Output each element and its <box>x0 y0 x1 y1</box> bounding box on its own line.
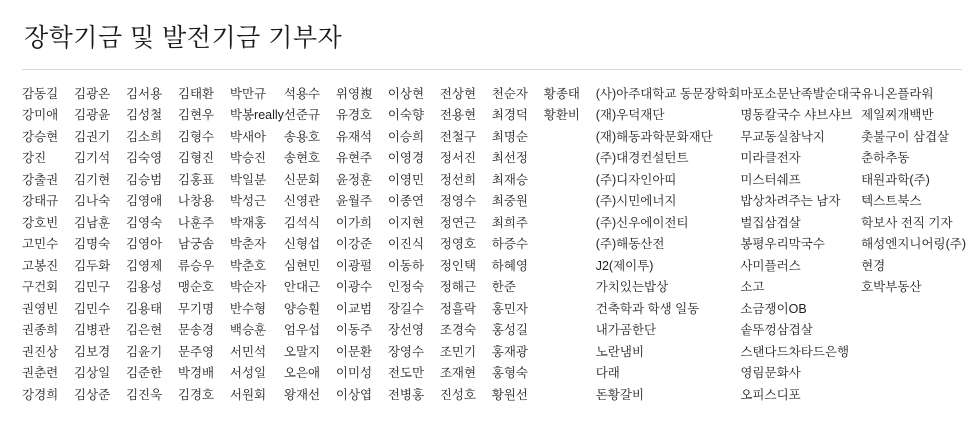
donor-name: 스탠다드차타드은행 <box>740 344 850 359</box>
donor-name: 김형진 <box>177 151 215 165</box>
donor-name: 신영관 <box>283 194 321 208</box>
donor-name: 오말지 <box>283 344 321 359</box>
donor-name: 박경배 <box>177 366 215 380</box>
donor-name: 솥뚜껑삼겹살 <box>740 323 813 337</box>
donor-grid <box>18 84 966 407</box>
donor-name: 김나숙 <box>73 194 111 208</box>
donor-column-4 <box>178 84 230 407</box>
donor-name: 강출권 <box>22 172 59 187</box>
donor-name: 정서진 <box>439 151 477 165</box>
donor-name: 전상현 <box>439 86 477 101</box>
donor-name: 김은현 <box>125 323 163 337</box>
donor-name: 김기석 <box>73 151 111 165</box>
donor-name: 이영민 <box>387 172 425 187</box>
donor-name: 돈황갈비 <box>595 387 645 402</box>
donor-name: 박일분 <box>229 172 267 187</box>
donor-name: 고민수 <box>22 237 59 251</box>
donor-name: 전용현 <box>439 108 477 122</box>
donor-name: 정영호 <box>439 237 477 251</box>
donor-name: 장영수 <box>387 344 425 359</box>
donor-name: 가치있는밥상 <box>595 280 669 294</box>
donor-name: 이숙향 <box>387 108 425 122</box>
donor-name: 호박부동산 <box>861 280 922 294</box>
donor-name: (재)해동과학문화재단 <box>595 129 713 144</box>
donor-name: 이교범 <box>335 301 373 316</box>
donor-name: 제일찌개백반 <box>861 108 934 122</box>
donor-column-8 <box>388 84 440 407</box>
donor-column-9 <box>440 84 492 407</box>
donor-name: (주)대경컨설턴트 <box>595 151 689 165</box>
donor-name: 정흘락 <box>439 301 477 316</box>
donor-name: 황원선 <box>491 387 529 402</box>
donor-name: 정인택 <box>439 258 477 273</box>
donor-name: 심현민 <box>283 258 321 273</box>
donor-column-13 <box>740 84 861 407</box>
donor-name: 무기명 <box>177 301 215 316</box>
donor-name: 김영아 <box>125 237 163 251</box>
donor-name: 김영애 <box>125 194 163 208</box>
donor-name: 김민수 <box>73 301 111 316</box>
donor-name: 남궁솜 <box>177 237 215 251</box>
donor-name: 나창용 <box>177 194 215 208</box>
donor-name: 이동하 <box>387 258 425 273</box>
donor-name: 학보사 전직 기자 <box>861 215 953 230</box>
donor-name: 위영複 <box>335 86 373 101</box>
donor-name: 마포소문난족발순대국 <box>740 86 862 101</box>
donor-name: 석용수 <box>283 86 321 101</box>
donor-name: 김영제 <box>125 258 163 273</box>
donor-name: 박춘호 <box>229 258 267 273</box>
donor-name: 김숙영 <box>125 151 163 165</box>
donor-name: 이광펄 <box>335 258 373 273</box>
donor-name: 내가곰한단 <box>595 323 657 337</box>
donor-name: 김두화 <box>73 258 111 273</box>
donor-name: 김승범 <box>125 172 163 187</box>
donor-name: 신형섭 <box>283 237 321 251</box>
donor-name: 박봉really <box>229 108 284 122</box>
donor-name: 이미성 <box>335 366 373 380</box>
donor-column-12 <box>596 84 741 407</box>
donor-name: 다래 <box>595 366 620 380</box>
donor-name: 정선희 <box>439 172 477 187</box>
donor-name: 전철구 <box>439 129 477 144</box>
donor-name: 박춘자 <box>229 237 267 251</box>
donor-name: 김영숙 <box>125 215 163 230</box>
donor-name: 춘하추동 <box>861 151 910 165</box>
donor-name: 조민기 <box>439 344 477 359</box>
donor-name: 윤정훈 <box>335 172 373 187</box>
donor-name: 맹순호 <box>177 280 215 294</box>
donor-name: 노란냄비 <box>595 344 645 359</box>
donor-name: 김보경 <box>73 344 111 359</box>
donor-name: 최선정 <box>491 151 529 165</box>
donor-name: 장선영 <box>387 323 425 337</box>
donor-name: 전병홍 <box>387 387 425 402</box>
donor-name: 김권기 <box>73 129 111 144</box>
donor-name: 진성호 <box>439 387 477 402</box>
donor-name: 강경희 <box>22 387 59 402</box>
donor-name: 소금쟁이OB <box>740 301 807 316</box>
donor-name: 나훈주 <box>177 215 215 230</box>
donor-name: 이가희 <box>335 215 373 230</box>
donor-column-6 <box>284 84 336 407</box>
donor-name: 엄우섭 <box>283 323 321 337</box>
donor-column-2 <box>74 84 126 407</box>
donor-name: 황환비 <box>543 108 580 122</box>
donor-name: 이진식 <box>387 237 425 251</box>
donor-name: 소고 <box>740 280 765 294</box>
donor-name: 조경숙 <box>439 323 477 337</box>
donor-name: 최희주 <box>491 215 529 230</box>
donor-name: 문송경 <box>177 323 215 337</box>
donor-name: 이영경 <box>387 151 425 165</box>
donor-name: 류승우 <box>177 258 215 273</box>
donor-name: 정해근 <box>439 280 477 294</box>
donor-name: 촛불구이 삼겹살 <box>861 129 950 144</box>
donor-name: 최중원 <box>491 194 529 208</box>
donor-name: 김용태 <box>125 301 163 316</box>
donor-name: 유니온플라워 <box>861 86 934 101</box>
donor-name: 전도만 <box>387 366 425 380</box>
donor-name: 유경호 <box>335 108 373 122</box>
donor-name: 이승희 <box>387 129 425 144</box>
donor-name: 김서용 <box>125 86 163 101</box>
donor-name: 박성근 <box>229 194 267 208</box>
donor-name: 태원과학(주) <box>861 172 930 187</box>
donor-name: 양승훤 <box>283 301 321 316</box>
donor-name: 홍민자 <box>491 301 529 316</box>
donor-name: 유현주 <box>335 151 373 165</box>
donor-name: 이광수 <box>335 280 373 294</box>
donor-name: 강승현 <box>22 129 59 144</box>
donor-name: 텍스트북스 <box>861 194 922 208</box>
donor-name: 밥상차려주는 남자 <box>740 194 841 208</box>
donor-name: 현경 <box>861 258 886 273</box>
donor-name: 인정숙 <box>387 280 425 294</box>
donor-name: 김경호 <box>177 387 215 402</box>
donor-name: 하혜영 <box>491 258 529 273</box>
donor-name: 김상준 <box>73 387 111 402</box>
page-title: 장학기금 및 발전기금 기부자 <box>24 24 343 52</box>
donor-column-11 <box>544 84 596 127</box>
donor-name: 김상일 <box>73 366 111 380</box>
donor-name: 서원회 <box>229 387 267 402</box>
donor-name: 서민석 <box>229 344 267 359</box>
donor-name: 명동칼국수 샤브샤브 <box>740 108 853 122</box>
donor-name: 고봉진 <box>22 258 59 273</box>
donor-name: J2(제이투) <box>595 258 654 273</box>
donor-name: 김기현 <box>73 172 111 187</box>
donor-name: 오피스디포 <box>740 387 801 402</box>
donor-name: (사)아주대학교 동문장학회 <box>595 86 741 101</box>
donor-name: 김광온 <box>73 86 111 101</box>
donor-name: 김진욱 <box>125 387 163 402</box>
donor-name: 이종연 <box>387 194 425 208</box>
donor-name: (주)시민에너지 <box>595 194 677 208</box>
donor-name: 선준규 <box>283 108 321 122</box>
donor-name: 한준 <box>491 280 516 294</box>
donor-name: 조재현 <box>439 366 477 380</box>
donor-name: 홍재광 <box>491 344 529 359</box>
donor-column-10 <box>492 84 544 407</box>
donor-name: 권진상 <box>22 344 59 359</box>
donor-name: 미스터쉐프 <box>740 172 801 187</box>
donor-name: 구건회 <box>22 280 59 294</box>
donor-name: 김석식 <box>283 215 321 230</box>
donor-name: 신문회 <box>283 172 321 187</box>
donor-name: 김형수 <box>177 129 215 144</box>
donor-name: 박만규 <box>229 86 267 101</box>
donor-name: 박승진 <box>229 151 267 165</box>
donor-name: 김명숙 <box>73 237 111 251</box>
donor-name: 홍성길 <box>491 323 529 337</box>
donor-name: 김소희 <box>125 129 163 144</box>
donor-name: 해성엔지니어링(주) <box>861 237 967 251</box>
donor-name: 정영수 <box>439 194 477 208</box>
donor-name: 강호빈 <box>22 215 59 230</box>
donor-name: 김준한 <box>125 366 163 380</box>
donor-name: 권춘련 <box>22 366 59 380</box>
donor-name: 최명순 <box>491 129 529 144</box>
donor-name: 최재승 <box>491 172 529 187</box>
donor-name: 안대근 <box>283 280 321 294</box>
donor-name: 권종희 <box>22 323 59 337</box>
donor-name: 이상현 <box>387 86 425 101</box>
donor-name: 미라클전자 <box>740 151 801 165</box>
donor-name: 백승훈 <box>229 323 267 337</box>
title-divider <box>22 69 962 70</box>
donor-name: 강미애 <box>22 108 59 122</box>
donor-column-1 <box>22 84 74 407</box>
donor-name: 권영빈 <box>22 301 59 316</box>
donor-column-3 <box>126 84 178 407</box>
donor-column-14 <box>861 84 966 299</box>
donor-name: 장길수 <box>387 301 425 316</box>
donor-name: 반수형 <box>229 301 267 316</box>
donor-name: 건축학과 학생 일동 <box>595 301 700 316</box>
donor-name: 벌집삼겹살 <box>740 215 801 230</box>
donor-name: 홍형숙 <box>491 366 529 380</box>
donor-name: 김성철 <box>125 108 163 122</box>
donor-name: 김태환 <box>177 86 215 101</box>
donor-column-7 <box>336 84 388 407</box>
donor-name: 정연근 <box>439 215 477 230</box>
donor-name: 송용호 <box>283 129 321 144</box>
donor-name: 황종태 <box>543 86 580 101</box>
donor-name: 송현호 <box>283 151 321 165</box>
donor-name: 김현우 <box>177 108 215 122</box>
donor-name: 감동길 <box>22 86 59 101</box>
donor-name: 사미플러스 <box>740 258 801 273</box>
donor-name: 문주영 <box>177 344 215 359</box>
donor-name: 강진 <box>22 151 47 165</box>
donor-name: 김홍표 <box>177 172 215 187</box>
donor-name: 유재석 <box>335 129 373 144</box>
donor-name: 박순자 <box>229 280 267 294</box>
donor-name: 강태규 <box>22 194 59 208</box>
donor-name: (재)우덕재단 <box>595 108 665 122</box>
donor-name: 하증수 <box>491 237 529 251</box>
donor-name: 영림문화사 <box>740 366 801 380</box>
donor-name: 박새아 <box>229 129 267 144</box>
donor-name: 김윤기 <box>125 344 163 359</box>
donor-name: 김광윤 <box>73 108 111 122</box>
donor-name: 이지현 <box>387 215 425 230</box>
donor-name: 서성일 <box>229 366 267 380</box>
donor-name: 이동주 <box>335 323 373 337</box>
donor-name: 천순자 <box>491 86 529 101</box>
donor-name: (주)디자인아띠 <box>595 172 677 187</box>
donor-column-5 <box>230 84 284 407</box>
donor-name: 최경덕 <box>491 108 529 122</box>
donor-name: 이문환 <box>335 344 373 359</box>
donor-name: (주)해동산전 <box>595 237 665 251</box>
donor-name: 이강준 <box>335 237 373 251</box>
donor-name: 김남훈 <box>73 215 111 230</box>
donor-name: 봉평우리막국수 <box>740 237 825 251</box>
donor-name: 김민구 <box>73 280 111 294</box>
donor-name: 오은애 <box>283 366 321 380</box>
donor-name: (주)신우에이전티 <box>595 215 689 230</box>
donor-name: 무교동실참낙지 <box>740 129 825 144</box>
donor-name: 김용성 <box>125 280 163 294</box>
donor-name: 윤월주 <box>335 194 373 208</box>
donor-name: 박재홍 <box>229 215 267 230</box>
donor-name: 이상엽 <box>335 387 373 402</box>
donor-name: 왕재선 <box>283 387 321 402</box>
donor-name: 김병관 <box>73 323 111 337</box>
